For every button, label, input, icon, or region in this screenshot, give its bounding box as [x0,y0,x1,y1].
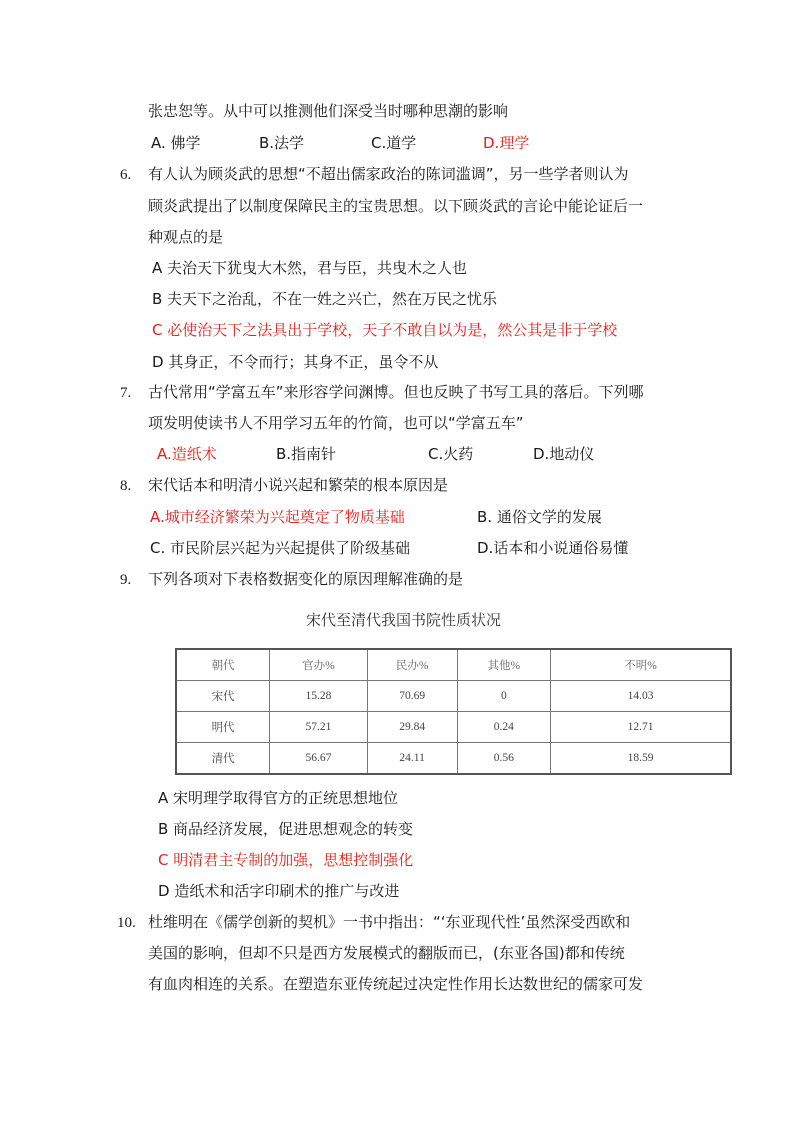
q5-stem-line: 张忠恕等。从中可以推测他们深受当时哪种思潮的影响 [148,102,509,120]
q6-number: 6. [120,167,132,183]
table-cell: 24.11 [367,743,457,775]
table-cell: 清代 [176,743,270,775]
table-title: 宋代至清代我国书院性质状况 [306,611,502,629]
table-cell: 0.24 [457,712,551,743]
q6-option-a: A 夫治天下犹曳大木然，君与臣，共曳木之人也 [152,259,468,277]
table-header-cell: 民办% [367,649,457,681]
table-cell: 56.67 [270,743,368,775]
table-header-cell: 不明% [551,649,731,681]
table-header-cell: 官办% [270,649,368,681]
q5-option-a: A. 佛学 [151,134,201,152]
table-row [176,712,731,743]
q5-option-b: B.法学 [259,134,305,152]
table-cell: 0.56 [457,743,551,775]
q8-stem-line: 宋代话本和明清小说兴起和繁荣的根本原因是 [148,476,449,494]
q10-stem-line-1: 杜维明在《儒学创新的契机》一书中指出：“‘东亚现代性’虽然深受西欧和 [148,913,631,931]
q9-stem-line: 下列各项对下表格数据变化的原因理解准确的是 [148,570,464,588]
q8-number: 8. [120,478,132,494]
q6-option-b: B 夫天下之治乱，不在一姓之兴亡，然在万民之忧乐 [152,290,498,308]
table-header-cell: 朝代 [176,649,270,681]
q10-stem-line-3: 有血肉相连的关系。在塑造东亚传统起过决定性作用长达数世纪的儒家可发 [148,975,644,993]
q9-option-a: A 宋明理学取得官方的正统思想地位 [158,789,399,807]
table-cell: 14.03 [551,681,731,712]
q7-option-a-answer: A.造纸术 [157,445,217,463]
table-cell: 明代 [176,712,270,743]
q9-option-d: D 造纸术和活字印刷术的推广与改进 [158,882,400,900]
table-cell: 18.59 [551,743,731,775]
table-cell: 12.71 [551,712,731,743]
q6-stem-line-1: 有人认为顾炎武的思想“不超出儒家政治的陈词滥调”，另一些学者则认为 [148,165,629,183]
q8-option-a-answer: A.城市经济繁荣为兴起奠定了物质基础 [150,508,405,526]
table-cell: 15.28 [270,681,368,712]
q10-stem-line-2: 美国的影响，但却不只是西方发展模式的翻版而已，(东亚各国)都和传统 [148,944,625,962]
table-cell: 70.69 [367,681,457,712]
q7-option-b: B.指南针 [276,445,337,463]
q7-number: 7. [120,385,132,401]
table-cell: 29.84 [367,712,457,743]
table-row [176,743,731,775]
table-row [176,681,731,712]
q8-option-b: B. 通俗文学的发展 [477,508,602,526]
q8-option-c: C. 市民阶层兴起为兴起提供了阶级基础 [150,539,411,557]
q5-option-d-answer: D.理学 [483,134,530,152]
q9-option-b: B 商品经济发展，促进思想观念的转变 [158,820,414,838]
table-header-cell: 其他% [457,649,551,681]
table-header-row [176,649,731,681]
q7-stem-line-2: 项发明使读书人不用学习五年的竹简，也可以“学富五车” [148,414,524,432]
q6-option-d: D 其身正，不令而行；其身不正，虽令不从 [152,353,439,371]
q7-stem-line-1: 古代常用“学富五车”来形容学问渊博。但也反映了书写工具的落后。下列哪 [148,383,644,401]
q5-option-c: C.道学 [371,134,417,152]
q6-option-c-answer: C 必使治天下之法具出于学校，天子不敢自以为是，然公其是非于学校 [152,321,618,339]
q9-option-c-answer: C 明清君主专制的加强，思想控制强化 [158,851,414,869]
q10-number: 10. [117,915,136,931]
q8-option-d: D.话本和小说通俗易懂 [477,539,629,557]
q6-stem-line-2: 顾炎武提出了以制度保障民主的宝贵思想。以下顾炎武的言论中能论证后一 [148,197,644,215]
table-cell: 57.21 [270,712,368,743]
q7-option-c: C.火药 [428,445,474,463]
q7-option-d: D.地动仪 [533,445,595,463]
q9-number: 9. [120,572,132,588]
q6-stem-line-3: 种观点的是 [148,228,224,246]
academy-nature-table [175,648,732,775]
table-cell: 宋代 [176,681,270,712]
table-cell: 0 [457,681,551,712]
